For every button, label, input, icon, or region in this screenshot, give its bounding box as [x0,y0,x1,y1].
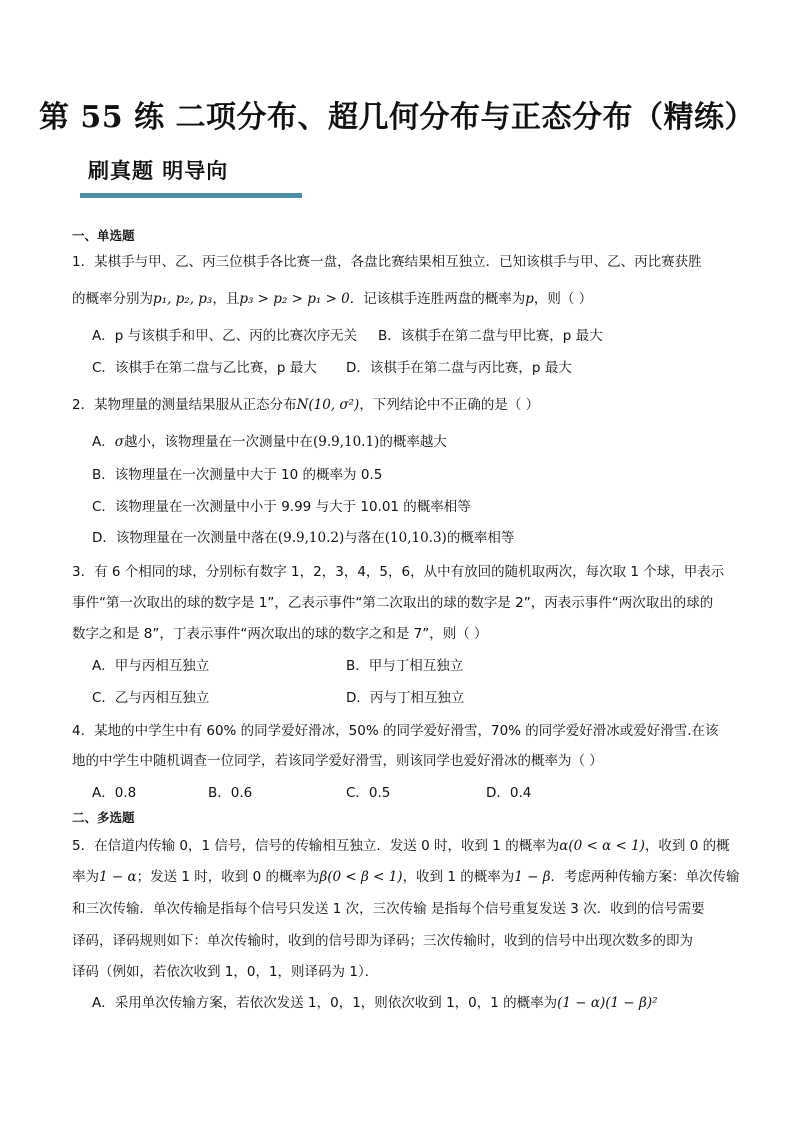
q1-inequality: p₃ > p₂ > p₁ > 0 [239,291,350,307]
q3-stem-line1: 3．有 6 个相同的球，分别标有数字 1，2，3，4，5，6，从中有放回的随机取两次，每次取 1 个球，甲表示 [72,564,725,580]
q4-option-b[interactable]: B．0.6 [208,785,253,801]
section-heading-single-choice: 一、单选题 [72,228,135,243]
q2-stem: 2．某物理量的测量结果服从正态分布N(10, σ²)，下列结论中不正确的是（ ） [72,397,540,413]
q5-stem-line4: 译码，译码规则如下：单次传输时，收到的信号即为译码；三次传输时，收到的信号中出现次数多的即为 [72,933,693,949]
q5-option-a[interactable]: A．采用单次传输方案，若依次发送 1，0，1，则依次收到 1，0，1 的概率为(1 − α)(1 − β)² [92,995,658,1011]
section-subtitle: 刷真题 明导向 [88,159,229,183]
q5-stem-line2: 率为1 − α；发送 1 时，收到 0 的概率为β(0 < β < 1)，收到 1 的概率为1 − β．考虑两种传输方案：单次传输 [72,869,740,885]
subtitle-underline [80,193,302,198]
q4-option-d[interactable]: D．0.4 [486,785,532,801]
q1-option-d[interactable]: D．该棋手在第二盘与丙比赛，p 最大 [346,360,572,376]
q4-option-a[interactable]: A．0.8 [92,785,137,801]
q4-stem-line2: 地的中学生中随机调查一位同学，若该同学爱好滑雪，则该同学也爱好滑冰的概率为（ ） [72,753,603,769]
q4-option-c[interactable]: C．0.5 [346,785,391,801]
q1-stem-line1: 1．某棋手与甲、乙、丙三位棋手各比赛一盘，各盘比赛结果相互独立．已知该棋手与甲、乙、丙比赛获胜 [72,254,702,270]
q1-option-c[interactable]: C．该棋手在第二盘与乙比赛，p 最大 [92,360,317,376]
q3-stem-line2: 事件“第一次取出的球的数字是 1”，乙表示事件“第二次取出的球的数字是 2”，丙表示事件“两次取出的球的 [72,595,714,611]
q5-stem-line1: 5．在信道内传输 0，1 信号，信号的传输相互独立．发送 0 时，收到 1 的概率为α(0 < α < 1)，收到 0 的概 [72,838,730,854]
q3-option-c[interactable]: C．乙与丙相互独立 [92,690,210,706]
q5-stem-line3: 和三次传输．单次传输是指每个信号只发送 1 次，三次传输 是指每个信号重复发送 3 次．收到的信号需要 [72,901,705,917]
q2-option-d[interactable]: D．该物理量在一次测量中落在(9.9,10.2)与落在(10,10.3)的概率相等 [92,530,515,546]
q5-stem-line5: 译码（例如，若依次收到 1，0，1，则译码为 1）． [72,964,379,980]
q2-option-b[interactable]: B．该物理量在一次测量中大于 10 的概率为 0.5 [92,467,383,483]
q2-option-a[interactable]: A．σ越小，该物理量在一次测量中在(9.9,10.1)的概率越大 [92,434,447,450]
section-heading-multi-choice: 二、多选题 [72,810,135,825]
q2-option-c[interactable]: C．该物理量在一次测量中小于 9.99 与大于 10.01 的概率相等 [92,499,471,515]
q1-stem-line2: 的概率分别为p₁, p₂, p₃，且p₃ > p₂ > p₁ > 0．记该棋手连胜两盘的概率为p，则（ ） [72,291,593,307]
q3-stem-line3: 数字之和是 8”，丁表示事件“两次取出的球的数字之和是 7”，则（ ） [72,626,488,642]
q3-option-d[interactable]: D．丙与丁相互独立 [346,690,465,706]
q3-option-b[interactable]: B．甲与丁相互独立 [346,658,464,674]
q4-stem-line1: 4．某地的中学生中有 60% 的同学爱好滑冰，50% 的同学爱好滑雪，70% 的同学爱好滑冰或爱好滑雪.在该 [72,723,719,739]
q3-option-a[interactable]: A．甲与丙相互独立 [92,658,210,674]
q2-normal-dist: N(10, σ²) [296,397,360,413]
q1-option-a[interactable]: A．p 与该棋手和甲、乙、丙的比赛次序无关 [92,328,358,344]
page-title: 第 55 练 二项分布、超几何分布与正态分布（精练） [38,100,756,135]
q1-probs: p₁, p₂, p₃ [153,291,213,307]
q1-option-b[interactable]: B．该棋手在第二盘与甲比赛，p 最大 [378,328,603,344]
